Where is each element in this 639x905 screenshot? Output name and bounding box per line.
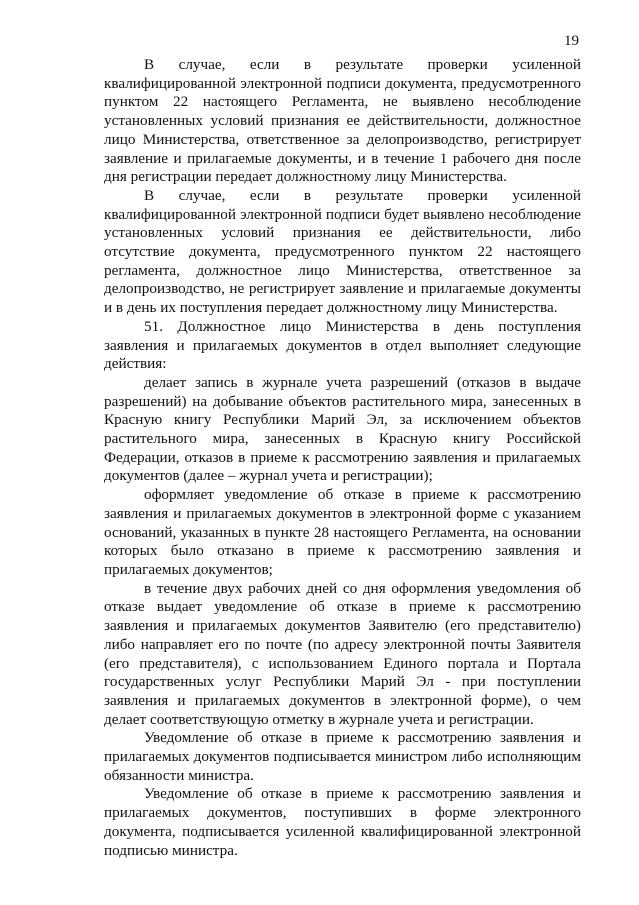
document-body — [104, 56, 581, 860]
paragraph-electronic-signing: Уведомление об отказе в приеме к рассмотрению заявления и прилагаемых документов, поступивших в форме электронного документа, подписывается усиленной квалифицированной электронной подписью министра. — [104, 785, 581, 859]
paragraph-signature-valid: В случае, если в результате проверки усиленной квалифицированной электронной подписи документа, предусмотренного пунктом 22 настоящего Регламента, не выявлено несоблюдение установленных условий признания ее действительности, должностное лицо Министерства, ответственное за делопроизводство, регистрирует заявление и прилагаемые документы, и в течение 1 рабочего дня после дня регистрации передает должностному лицу Министерства. — [104, 56, 581, 186]
paragraph-notice-signing: Уведомление об отказе в приеме к рассмотрению заявления и прилагаемых документов подписывается министром либо исполняющим обязанности министра. — [104, 729, 581, 784]
page-number: 19 — [564, 33, 579, 49]
paragraph-clause-51: 51. Должностное лицо Министерства в день поступления заявления и прилагаемых документов в отдел выполняет следующие действия: — [104, 317, 581, 373]
paragraph-refusal-notice: оформляет уведомление об отказе в приеме к рассмотрению заявления и прилагаемых документов в электронной форме с указанием оснований, указанных в пункте 28 настоящего Регламента, на основании которых было отказано в приеме к рассмотрению заявления и прилагаемых документов; — [104, 486, 581, 578]
paragraph-journal-entry: делает запись в журнале учета разрешений (отказов в выдаче разрешений) на добывание объектов растительного мира, занесенных в Красную книгу Республики Марий Эл, за исключением объектов растительного мира, занесенных в Красную книгу Российской Федерации, отказов в приеме к рассмотрению заявления и прилагаемых документов (далее – журнал учета и регистрации); — [104, 373, 581, 485]
paragraph-signature-invalid: В случае, если в результате проверки усиленной квалифицированной электронной подписи будет выявлено несоблюдение установленных условий признания ее действительности, либо отсутствие документа, предусмотренного пунктом 22 настоящего регламента, должностное лицо Министерства, ответственное за делопроизводство, не регистрирует заявление и прилагаемые документы и в день их поступления передает должностному лицу Министерства. — [104, 186, 581, 317]
paragraph-notice-delivery: в течение двух рабочих дней со дня оформления уведомления об отказе выдает уведомление об отказе в приеме к рассмотрению заявления и прилагаемых документов Заявителю (его представителю) либо направляет его по почте (по адресу электронной почты Заявителя (его представителя), с использованием Единого портала и Портала государственных услуг Республики Марий Эл - при поступлении заявления и прилагаемых документов в электронной форме), о чем делает соответствующую отметку в журнале учета и регистрации. — [104, 579, 581, 728]
